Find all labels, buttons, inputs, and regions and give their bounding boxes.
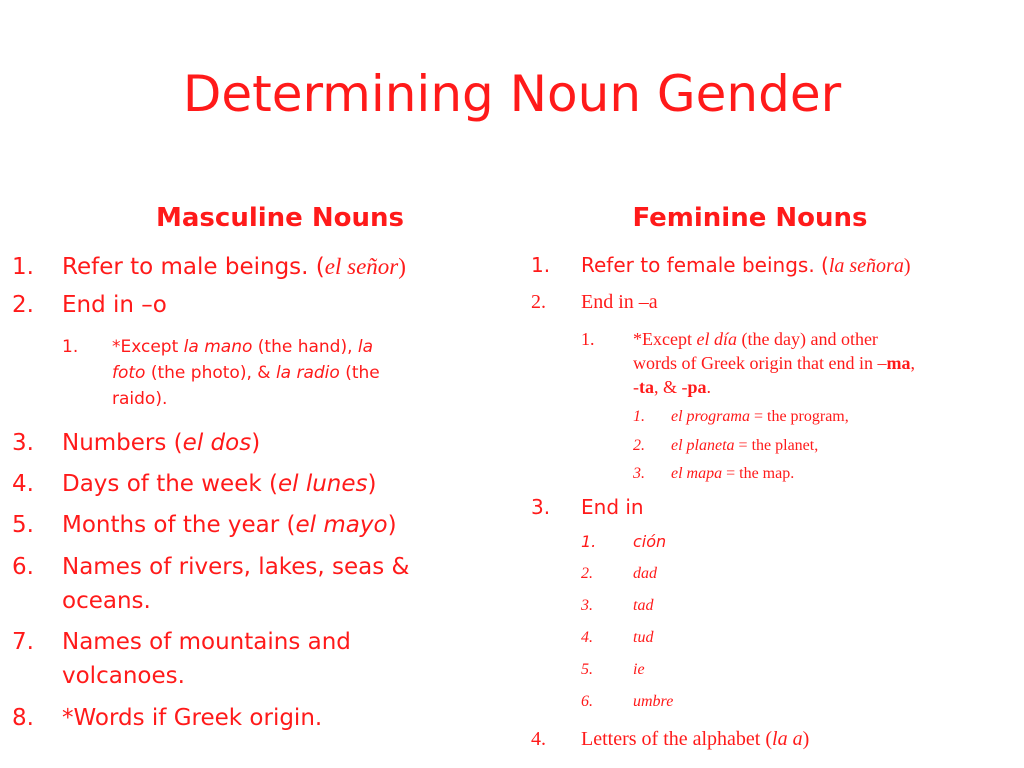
item-example: la: [357, 337, 374, 357]
item-text: words of Greek origin that end in –: [633, 353, 887, 373]
item-text: Names of rivers, lakes, seas &: [62, 554, 410, 580]
item-text: Numbers (: [62, 430, 183, 456]
item-text: *Except: [112, 337, 184, 357]
item-text: ): [251, 430, 261, 456]
item-text: ): [903, 255, 911, 277]
item-text: (the: [339, 363, 380, 383]
item-number: 3.: [531, 495, 551, 519]
item-text: .: [706, 377, 712, 397]
item-number: 1.: [62, 337, 79, 357]
item-text: = the planet,: [734, 437, 819, 454]
item-suffix: tad: [633, 597, 654, 614]
feminine-heading: Feminine Nouns: [632, 203, 868, 233]
item-example: el mayo: [295, 512, 388, 538]
item-suffix: ma: [886, 353, 911, 373]
item-text: , & -: [654, 377, 688, 397]
item-text: raido).: [112, 389, 168, 409]
item-example: la radio: [275, 363, 340, 383]
item-text: Refer to male beings. (: [62, 254, 325, 280]
item-number: 1.: [581, 329, 595, 349]
item-number: 4.: [12, 471, 34, 497]
item-number: 5.: [581, 661, 593, 678]
item-number: 2.: [581, 565, 593, 582]
item-example: el dos: [182, 430, 252, 456]
item-text: End in –o: [62, 292, 167, 318]
item-text: *Except: [633, 329, 697, 349]
item-example: el mapa: [671, 465, 723, 482]
item-text: (the day) and other: [736, 329, 878, 349]
item-number: 5.: [12, 512, 34, 538]
item-text: End in: [581, 495, 644, 519]
item-number: 2.: [633, 437, 645, 454]
item-suffix: ción: [633, 532, 667, 551]
item-text: (the photo), &: [145, 363, 276, 383]
item-suffix: ta: [639, 377, 654, 397]
item-text: oceans.: [62, 588, 151, 614]
item-number: 3.: [633, 465, 645, 482]
item-text: Letters of the alphabet (: [581, 728, 773, 750]
masculine-heading: Masculine Nouns: [156, 203, 404, 233]
item-number: 4.: [581, 629, 593, 646]
item-suffix: pa: [687, 377, 707, 397]
item-text: ): [802, 728, 810, 750]
item-text: End in –a: [581, 291, 658, 313]
item-text: ): [398, 254, 406, 279]
item-number: 3.: [581, 597, 593, 614]
item-example: el lunes: [277, 471, 368, 497]
item-number: 3.: [12, 430, 34, 456]
item-example: el programa: [671, 408, 750, 425]
item-example: la mano: [183, 337, 253, 357]
item-suffix: umbre: [633, 693, 674, 710]
item-example: la a: [772, 728, 803, 750]
item-suffix: tud: [633, 629, 654, 646]
item-number: 8.: [12, 705, 34, 731]
item-number: 2.: [531, 291, 546, 313]
item-suffix: dad: [633, 565, 657, 582]
item-text: Days of the week (: [62, 471, 278, 497]
item-number: 4.: [531, 728, 546, 750]
item-text: ,: [910, 353, 915, 373]
slide-title: Determining Noun Gender: [182, 65, 842, 123]
item-number: 1.: [581, 532, 597, 551]
item-text: *Words if Greek origin.: [62, 705, 323, 731]
item-text: ): [367, 471, 377, 497]
item-number: 1.: [12, 254, 34, 280]
item-example: la señora: [828, 255, 904, 277]
item-text: (the hand),: [252, 337, 358, 357]
item-number: 6.: [581, 693, 593, 710]
item-text: Refer to female beings. (: [581, 253, 829, 277]
item-number: 1.: [531, 253, 551, 277]
item-suffix: ie: [633, 661, 645, 678]
item-number: 6.: [12, 554, 34, 580]
item-text: = the map.: [722, 465, 795, 482]
item-number: 7.: [12, 629, 34, 655]
item-text: -: [633, 377, 639, 397]
item-example: el señor: [324, 254, 399, 279]
item-text: Names of mountains and: [62, 629, 351, 655]
item-text: = the program,: [749, 408, 849, 425]
item-number: 1.: [633, 408, 645, 425]
item-number: 2.: [12, 292, 34, 318]
item-text: ): [387, 512, 397, 538]
item-text: Months of the year (: [62, 512, 296, 538]
item-example: foto: [112, 363, 146, 383]
item-example: el día: [696, 329, 737, 349]
item-example: el planeta: [671, 437, 735, 454]
item-text: volcanoes.: [62, 663, 185, 689]
